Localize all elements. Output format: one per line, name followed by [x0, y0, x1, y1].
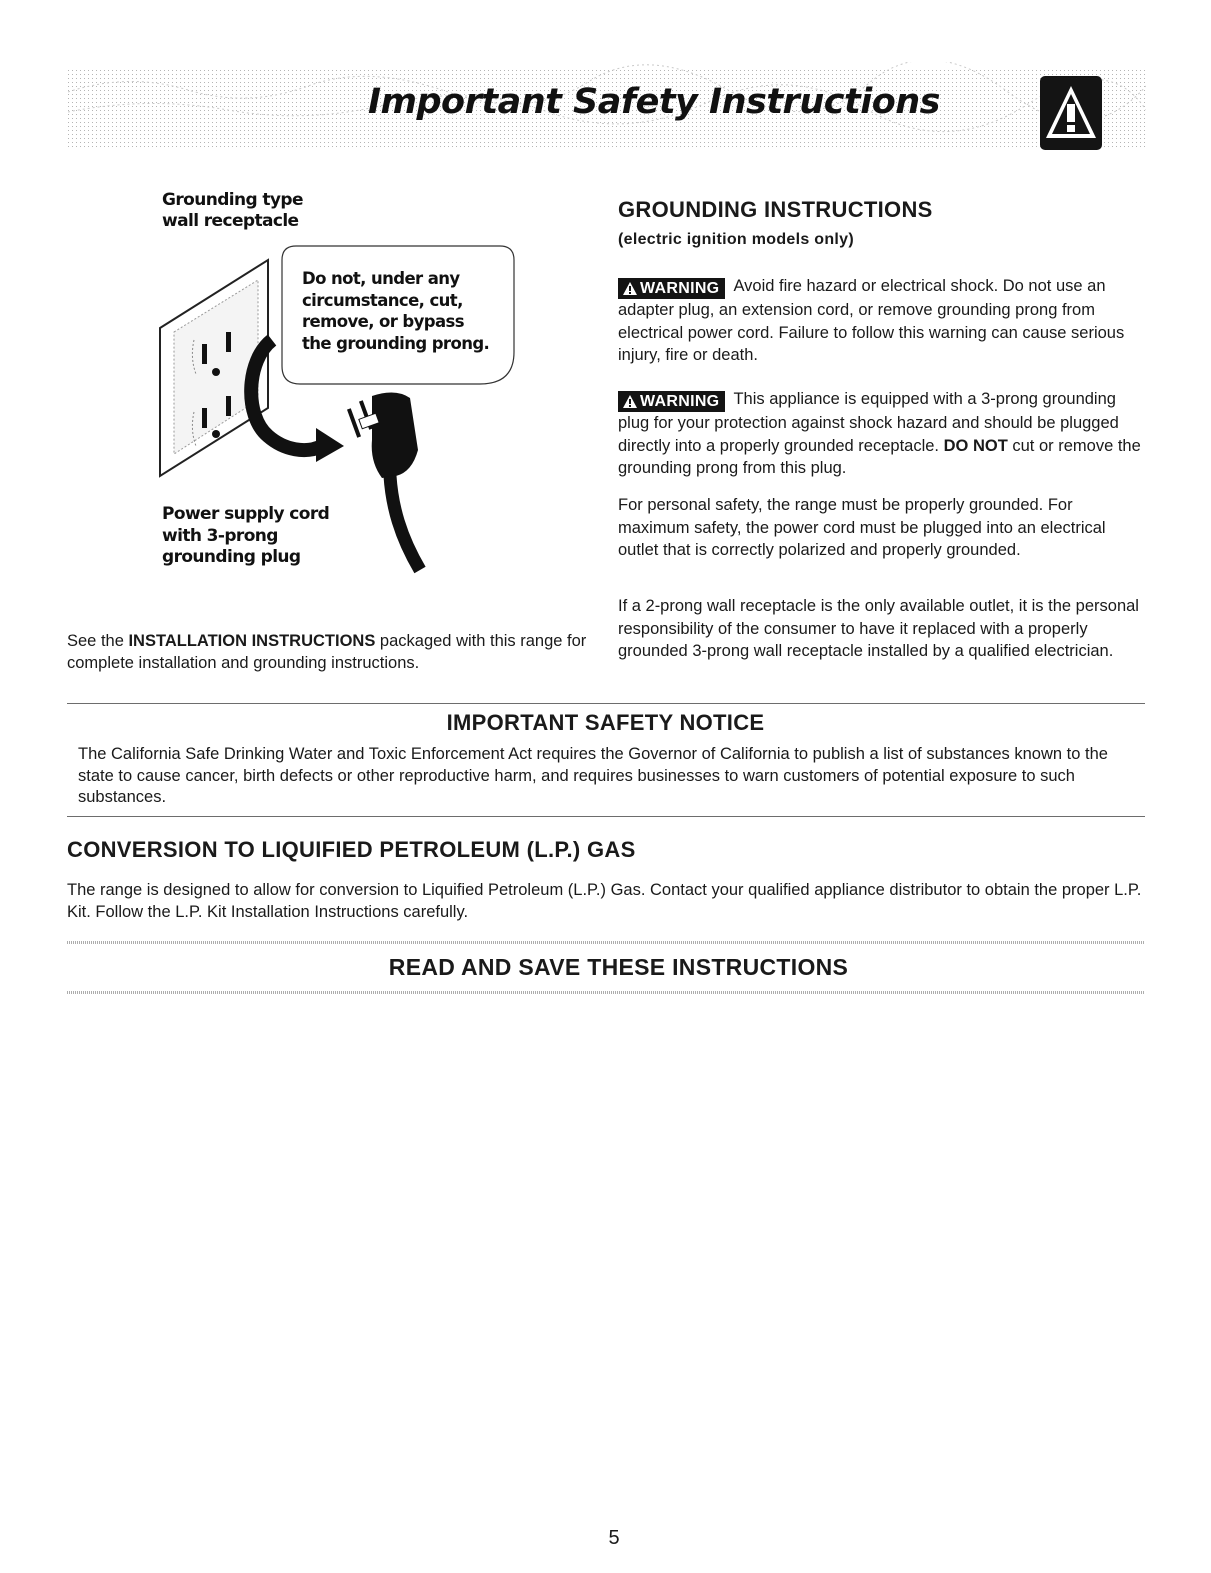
- callout-text: [302, 268, 507, 354]
- receptacle-label-line: wall receptacle: [162, 211, 299, 231]
- note-suffix: packaged with this range for complete installation and grounding instructions.: [67, 632, 587, 672]
- header-banner: [68, 62, 1146, 150]
- page-number: 5: [608, 1527, 620, 1549]
- notice-body: The California Safe Drinking Water and Toxic Enforcement Act requires the Governor of California to publish a list of substances known to the state to cause cancer, birth defects or other reproductive harm, and requires businesses to warn customers of potential exposure to such substances.: [78, 745, 1108, 806]
- grounding-paragraph-3: For personal safety, the range must be properly grounded. For maximum safety, the power cord must be plugged into an electrical outlet that is correctly polarized and properly grounded.: [618, 496, 1106, 559]
- warning-triangle-icon: [622, 281, 638, 296]
- dotted-divider: [67, 991, 1145, 994]
- callout-line: remove, or bypass: [302, 312, 464, 331]
- warning-triangle-icon: [1040, 76, 1102, 150]
- grounding-paragraph-4: If a 2-prong wall receptacle is the only available outlet, it is the personal responsibility of the consumer to have it replaced with a properly grounded 3-prong wall receptacle installed by a qualified electrician.: [618, 597, 1139, 660]
- receptacle-label-line: Grounding type: [162, 190, 303, 210]
- conversion-heading: CONVERSION TO LIQUIFIED PETROLEUM (L.P.) GAS: [67, 837, 636, 862]
- installation-note: [67, 630, 587, 674]
- cord-label-line: with 3-prong: [162, 525, 278, 546]
- note-prefix: See the: [67, 632, 129, 650]
- warning-badge: [618, 278, 725, 299]
- grounding-heading: GROUNDING INSTRUCTIONS: [618, 197, 933, 222]
- callout-line: the grounding prong.: [302, 333, 490, 353]
- divider: [67, 703, 1145, 704]
- cord-label-line: Power supply cord: [162, 504, 330, 524]
- divider: [67, 816, 1145, 817]
- warning-label: WARNING: [640, 393, 720, 410]
- warning-tail: cut or remove the grounding prong from this plug.: [618, 436, 1141, 477]
- warning-text: Avoid fire hazard or electrical shock. Do not use an adapter plug, an extension cord, or remove grounding prong from electrical power cord. Failure to follow this warning can cause serious injury, fire or death.: [618, 277, 1125, 364]
- callout-line: Do not, under any: [302, 269, 460, 288]
- conversion-body: The range is designed to allow for conversion to Liquified Petroleum (L.P.) Gas. Contact your qualified appliance distributor to obtain the proper L.P. Kit. Follow the L.P. Kit Installation Instructions carefully.: [67, 881, 1142, 921]
- warning-badge: [618, 391, 725, 412]
- cord-label-line: grounding plug: [162, 547, 301, 567]
- notice-heading: IMPORTANT SAFETY NOTICE: [446, 710, 765, 735]
- note-bold: INSTALLATION INSTRUCTIONS: [128, 632, 376, 650]
- warning-text: This appliance is equipped with a 3-prong grounding plug for your protection against shock hazard and should be plugged directly into a properly grounded receptacle.: [618, 390, 1119, 455]
- receptacle-label: [162, 190, 303, 232]
- warning-triangle-icon: [622, 394, 638, 409]
- read-save-heading: READ AND SAVE THESE INSTRUCTIONS: [388, 954, 849, 980]
- cord-label: [162, 504, 329, 569]
- warning-paragraph-2: [618, 388, 1148, 480]
- warning-bold: DO NOT: [943, 436, 1008, 455]
- warning-label: WARNING: [640, 280, 720, 297]
- warning-paragraph-1: [618, 275, 1148, 367]
- grounding-subheading: (electric ignition models only): [618, 231, 854, 248]
- page-title: Important Safety Instructions: [368, 82, 941, 122]
- callout-line: circumstance, cut,: [302, 290, 463, 310]
- dotted-divider: [67, 941, 1145, 944]
